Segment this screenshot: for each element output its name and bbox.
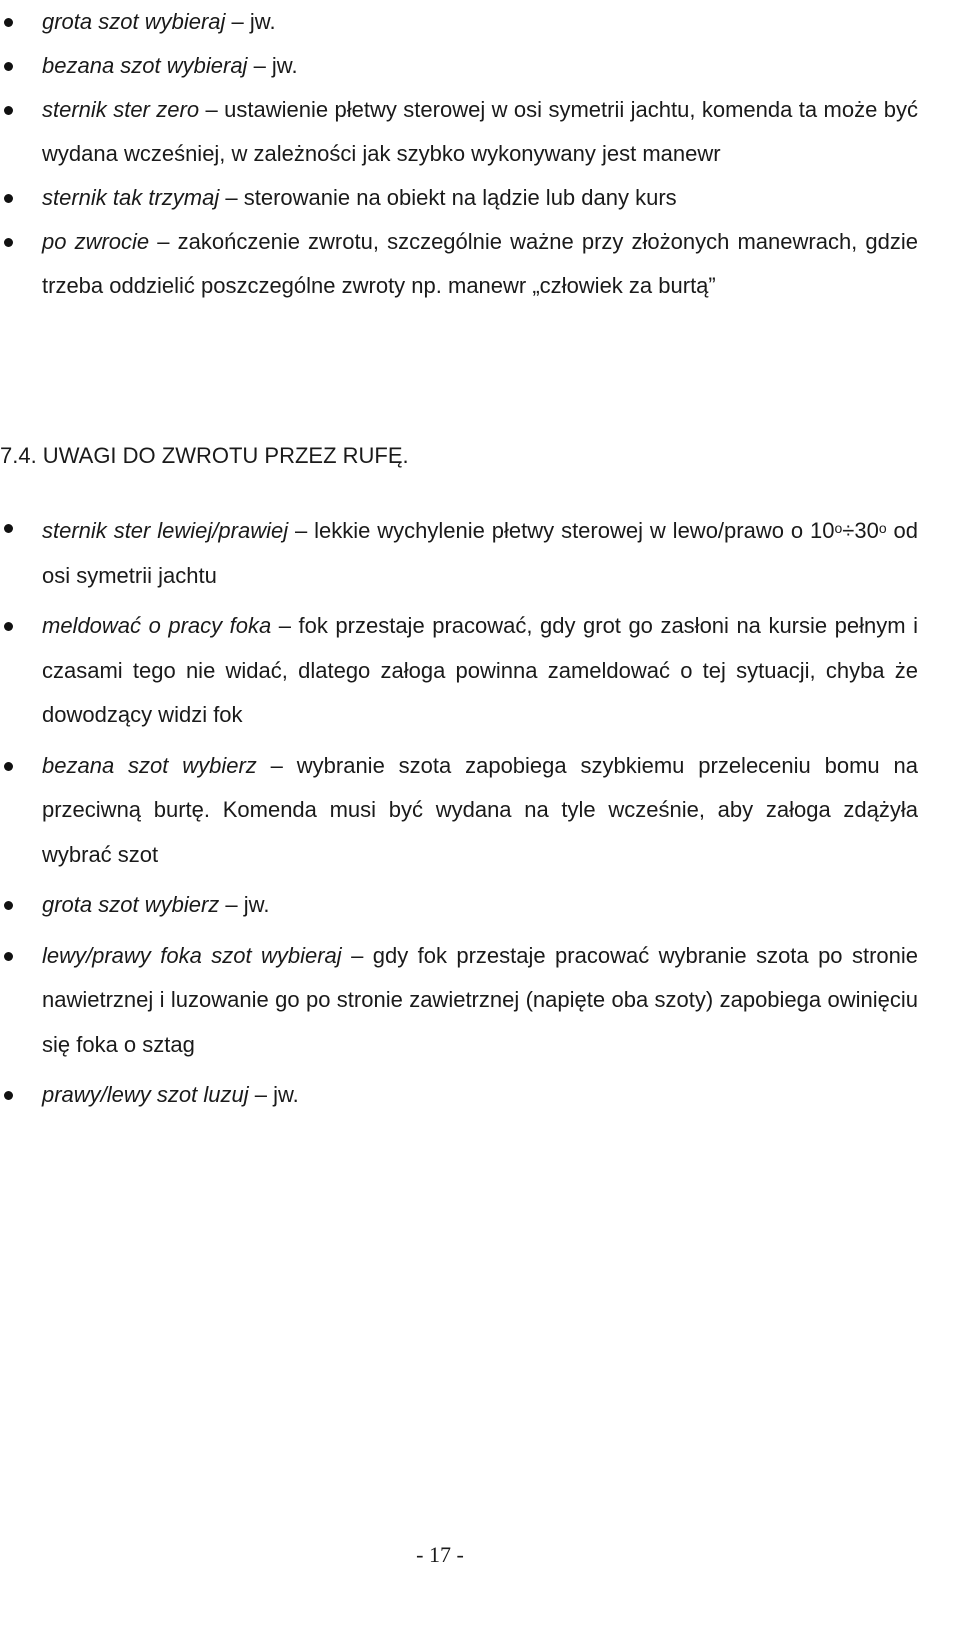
- bullet-icon: [4, 18, 13, 27]
- list-item: [0, 506, 918, 598]
- list-item: [0, 1073, 918, 1118]
- section-heading: 7.4. UWAGI DO ZWROTU PRZEZ RUFĘ.: [0, 443, 409, 468]
- bullet-icon: [4, 106, 13, 115]
- list-item: [0, 0, 918, 44]
- list-item: [0, 88, 918, 176]
- list-item: [0, 176, 918, 220]
- command-description: – lekkie wychylenie płetwy sterowej w lewo/prawo o 10: [288, 518, 835, 543]
- list-item: [0, 883, 918, 928]
- degree-symbol: o: [834, 520, 843, 536]
- command-term: grota szot wybieraj: [42, 9, 226, 34]
- bullet-icon: [4, 762, 13, 771]
- page-number: - 17 -: [416, 1542, 464, 1567]
- range-separator: ÷30: [842, 518, 879, 543]
- command-description: – ustawienie płetwy sterowej w osi symetrii jachtu, komenda ta może być wydana wcześniej, w zależności jak szybko wykonywany jest manewr: [42, 97, 918, 166]
- command-description: – sterowanie na obiekt na lądzie lub dany kurs: [219, 185, 677, 210]
- degree-symbol: o: [878, 520, 887, 536]
- command-term: po zwrocie: [42, 229, 150, 254]
- command-term: sternik tak trzymaj: [42, 185, 220, 210]
- command-description: od osi symetrii jachtu: [42, 518, 918, 588]
- list-item: [0, 604, 918, 738]
- command-description: – fok przestaje pracować, gdy grot go zasłoni na kursie pełnym i czasami tego nie widać, dlatego załoga powinna zameldować o tej sytuacji, chyba że dowodzący widzi fok: [42, 613, 918, 727]
- bullet-icon: [4, 238, 13, 247]
- bullet-icon: [4, 194, 13, 203]
- command-term: sternik ster lewiej/prawiej: [42, 518, 289, 543]
- command-description: – wybranie szota zapobiega szybkiemu przeleceniu bomu na przeciwną burtę. Komenda musi być wydana na tyle wcześnie, aby załoga zdążyła wybrać szot: [42, 752, 918, 867]
- command-term: prawy/lewy szot luzuj: [42, 1082, 249, 1107]
- command-term: bezana szot wybieraj: [42, 53, 248, 78]
- command-term: lewy/prawy foka szot wybieraj: [42, 942, 342, 968]
- list-item: [0, 220, 918, 308]
- bullet-icon: [4, 622, 13, 631]
- list-item: [0, 744, 918, 878]
- list-item: [0, 934, 918, 1068]
- command-description: – jw.: [219, 892, 270, 917]
- command-description: – gdy fok przestaje pracować wybranie szota po stronie nawietrznej i luzowanie go po stronie zawietrznej (napięte oba szoty) zapobiega owinięciu się foka o sztag: [42, 942, 918, 1057]
- command-term: meldować o pracy foka: [42, 613, 272, 638]
- list-item: [0, 44, 918, 88]
- bullet-icon: [4, 901, 13, 910]
- bullet-icon: [4, 62, 13, 71]
- command-description: – zakończenie zwrotu, szczególnie ważne przy złożonych manewrach, gdzie trzeba oddzielić poszczególne zwroty np. manewr „człowiek za burtą”: [42, 229, 919, 298]
- command-list-bottom: [0, 506, 960, 1124]
- command-description: – jw.: [247, 53, 298, 78]
- command-list-top: [0, 0, 960, 308]
- command-description: – jw.: [225, 9, 276, 34]
- command-term: sternik ster zero: [42, 97, 200, 122]
- command-description: – jw.: [248, 1082, 299, 1107]
- command-term: grota szot wybierz: [42, 892, 220, 917]
- bullet-icon: [4, 952, 13, 961]
- bullet-icon: [4, 524, 13, 533]
- bullet-icon: [4, 1091, 13, 1100]
- command-term: bezana szot wybierz: [42, 752, 257, 778]
